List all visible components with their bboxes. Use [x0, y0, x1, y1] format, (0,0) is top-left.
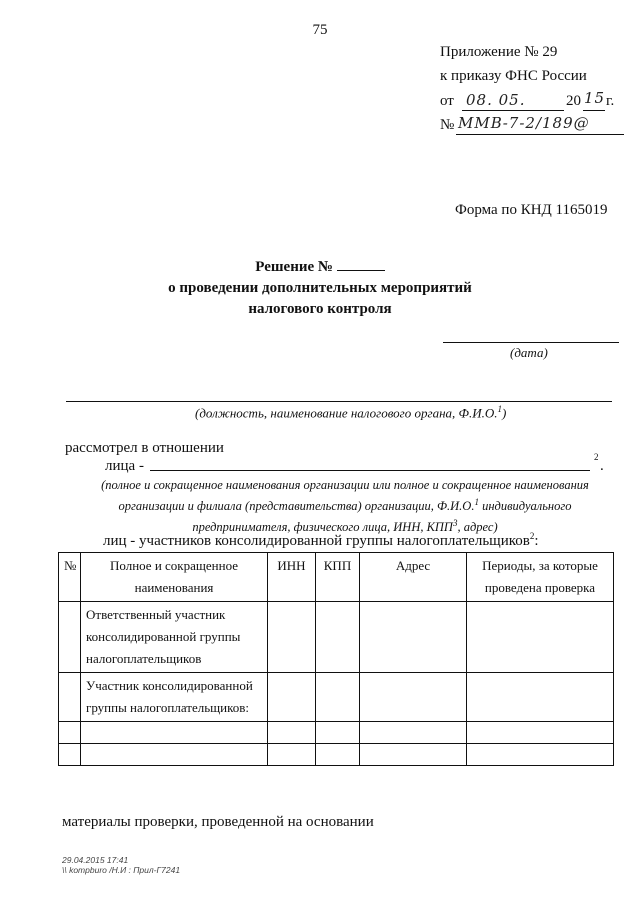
cell-periods	[467, 673, 614, 722]
footnote-mark: 1	[497, 404, 502, 414]
cell-number	[59, 744, 81, 766]
cell-address	[360, 673, 467, 722]
cell-kpp	[316, 602, 360, 673]
footer-file-path: \\ kompburo /Н.И : Прил-Г7241	[62, 865, 181, 875]
table-row	[59, 673, 614, 722]
cell-address	[360, 602, 467, 673]
header-name: Полное и сокращенное наименования	[81, 553, 268, 602]
official-caption	[195, 404, 506, 421]
cell-number	[59, 673, 81, 722]
table-row	[59, 744, 614, 766]
cell-periods	[467, 722, 614, 744]
cell-kpp	[316, 744, 360, 766]
handwritten-order-number: ММВ-7-2/189@	[458, 114, 590, 132]
header-number: №	[59, 553, 81, 602]
order-label: к приказу ФНС России	[440, 68, 587, 84]
cell-name	[81, 722, 268, 744]
cell-name: Участник консолидированной группы налогоплательщиков:	[81, 673, 268, 722]
participants-colon: :	[534, 533, 539, 549]
person-note-part-c: , адрес)	[457, 520, 498, 535]
handwritten-year: 15	[584, 89, 606, 107]
cell-address	[360, 722, 467, 744]
decision-subtitle: о проведении дополнительных мероприятий	[168, 280, 472, 296]
header-periods: Периоды, за которые проведена проверка	[467, 553, 614, 602]
appendix-label: Приложение № 29	[440, 44, 558, 60]
year-prefix: 20	[566, 93, 581, 109]
page-number: 75	[312, 22, 328, 38]
cell-number	[59, 602, 81, 673]
decision-title	[0, 258, 640, 276]
official-caption-end: )	[502, 405, 507, 421]
decision-title-text: Решение №	[255, 259, 333, 275]
date-prefix: от	[440, 93, 454, 109]
cell-inn	[268, 602, 316, 673]
person-dot: .	[600, 458, 604, 474]
cell-address	[360, 744, 467, 766]
cell-inn	[268, 673, 316, 722]
date-caption: (дата)	[510, 345, 548, 360]
date-underline	[443, 342, 619, 343]
participants-table	[58, 552, 614, 766]
form-code: Форма по КНД 1165019	[455, 202, 608, 218]
cell-number	[59, 722, 81, 744]
person-note	[80, 477, 610, 536]
table-header-row	[59, 553, 614, 602]
order-number-row	[440, 114, 630, 139]
cell-kpp	[316, 673, 360, 722]
participants-label	[103, 531, 539, 550]
materials-text: материалы проверки, проведенной на основании	[62, 814, 374, 830]
cell-periods	[467, 744, 614, 766]
table-row	[59, 602, 614, 673]
cell-periods	[467, 602, 614, 673]
participants-label-text: лиц - участников консолидированной группы налогоплательщиков	[103, 533, 530, 549]
official-underline	[66, 401, 612, 402]
handwritten-date: 08. 05.	[466, 91, 526, 109]
header-inn: ИНН	[268, 553, 316, 602]
cell-name	[81, 744, 268, 766]
considered-text: рассмотрел в отношении	[65, 440, 224, 456]
table-row	[59, 722, 614, 744]
header-kpp: КПП	[316, 553, 360, 602]
person-note-part-a: (полное и сокращенное наименования организации или полное и сокращенное наименования организации и филиала (представительства) организации, Ф.И.О.	[101, 478, 589, 514]
order-date-row	[440, 89, 620, 115]
cell-kpp	[316, 722, 360, 744]
footnote-mark: 3	[452, 518, 458, 529]
person-label: лица -	[105, 458, 144, 474]
cell-inn	[268, 744, 316, 766]
number-prefix: №	[440, 117, 455, 133]
header-address: Адрес	[360, 553, 467, 602]
footnote-mark: 1	[474, 497, 479, 507]
cell-inn	[268, 722, 316, 744]
official-caption-text: (должность, наименование налогового органа, Ф.И.О.	[195, 405, 498, 421]
footer-timestamp: 29.04.2015 17:41	[62, 855, 129, 865]
footnote-mark: 2	[529, 531, 535, 541]
person-footnote-mark: 2	[594, 452, 599, 462]
decision-subtitle-2: налогового контроля	[248, 301, 392, 317]
year-suffix: г.	[606, 93, 615, 109]
person-note-part-b: индивидуального предпринимателя, физического лица, ИНН, КПП	[192, 499, 572, 535]
person-underline	[150, 470, 590, 471]
cell-name: Ответственный участник консолидированной группы налогоплательщиков	[81, 602, 268, 673]
